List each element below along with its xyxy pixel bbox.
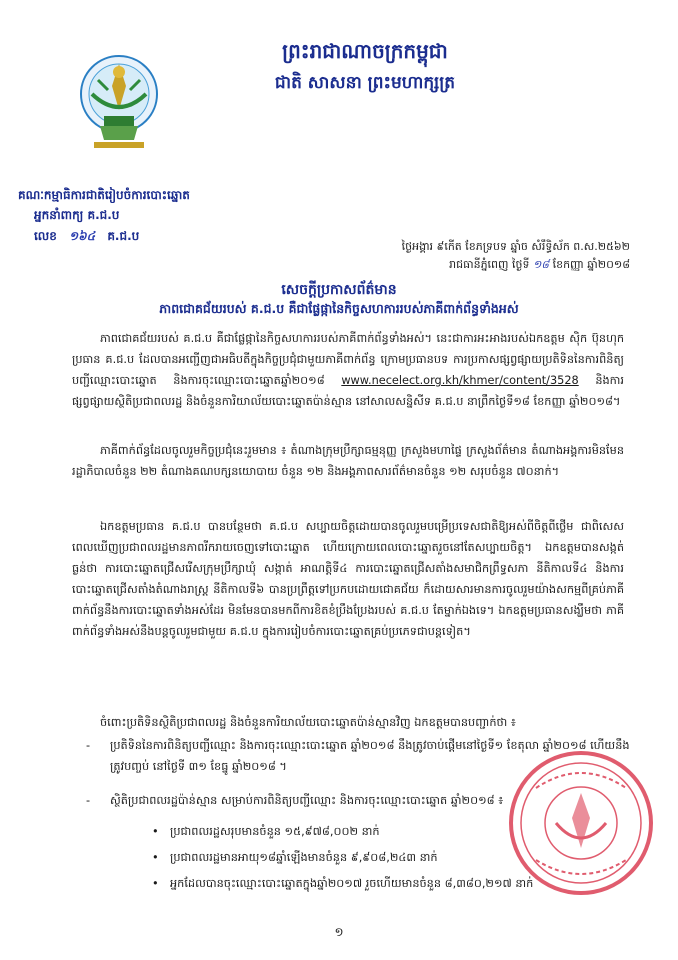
bullet-total-population: • ប្រជាពលរដ្ឋសរុបមានចំនួន ១៥,៩៧៨,០០២ នាក់ xyxy=(170,822,630,842)
reference-suffix: គ.ជ.ប xyxy=(107,229,140,243)
reference-number xyxy=(34,228,139,246)
bullet-registered-voters: • អ្នកដែលបានចុះឈ្មោះបោះឆ្នោតក្នុងឆ្នាំ២០១៧ រួចហើយមានចំនួន ៨,៣៨០,២១៧ នាក់ xyxy=(170,874,630,894)
issue-date xyxy=(449,258,630,274)
issue-date-day: ១៨ xyxy=(532,258,550,271)
list-item-statistics: - ស្ថិតិប្រជាពលរដ្ឋប៉ាន់ស្មាន សម្រាប់ការពិនិត្យបញ្ជីឈ្មោះ និងការចុះឈ្មោះបោះឆ្នោត ឆ្នាំ២០១៨ ៖ xyxy=(110,790,630,811)
national-header xyxy=(200,36,530,96)
paragraph-1-end: និងការផ្សព្វផ្សាយស្ថិតិប្រជាពលរដ្ឋ និងចំនួនការិយាល័យបោះឆ្នោតប៉ាន់ស្មាន នៅសាលសន្និសីទ គ.ជ.ប នាព្រឹកថ្ងៃទី១៨ ខែកញ្ញា ឆ្នាំ២០១៨។ xyxy=(72,374,625,408)
nec-emblem-logo xyxy=(78,50,160,170)
issue-date-prefix: រាជធានីភ្នំពេញ ថ្ងៃទី xyxy=(449,258,530,271)
paragraph-4: ចំពោះប្រតិទិនស្ថិតិប្រជាពលរដ្ឋ និងចំនួនការិយាល័យបោះឆ្នោតប៉ាន់ស្មានវិញ ឯកឧត្តមបានបញ្ជាក់ថា ៖ xyxy=(100,716,516,729)
official-seal-stamp xyxy=(506,748,656,898)
bullet-eligible-population: • ប្រជាពលរដ្ឋមានអាយុ១៨ឆ្នាំឡើងមានចំនួន ៩,៩០៨,២៤៣ នាក់ xyxy=(170,848,630,868)
paragraph-3: ឯកឧត្តមប្រធាន គ.ជ.ប បានបន្ថែមថា គ.ជ.ប សប្បាយចិត្តដោយបានចូលរួមបម្រើប្រទេសជាតិឱ្យអស់ពីចិត្តពីថ្លើម ជាពិសេសពេលឃើញប្រជាពលរដ្ឋមានភាពរីករាយចេញទៅបោះឆ្នោត ហើយក្រោយពេលបោះឆ្នោតរួចនៅតែសប្បាយចិត្ត។ ឯកឧត្តមបានសង្កត់ធ្ងន់ថា ការបោះឆ្នោតជ្រើសរើសក្រុមប្រឹក្សាឃុំ សង្កាត់ អាណត្តិទី៤ ការបោះឆ្នោតជ្រើសតាំងសមាជិកព្រឹទ្ធសភា នីតិកាលទី៤ និងការបោះឆ្នោតជ្រើសតាំងតំណាងរាស្ត្រ នីតិកាលទី៦ បានប្រព្រឹត្តទៅប្រកបដោយជោគជ័យ ក៏ដោយសារមានការចូលរួមយ៉ាងសកម្មពីគ្រប់ភាគីពាក់ព័ន្ធនឹងការបោះឆ្នោតទាំងអស់ដែរ មិនមែនបានមកពីការខិតខំប្រឹងប្រែងរបស់ គ.ជ.ប តែម្នាក់ឯងទេ។ ឯកឧត្តមប្រធានសង្ឃឹមថា ភាគីពាក់ព័ន្ធទាំងអស់នឹងបន្តចូលរួមជាមួយ គ.ជ.ប ក្នុងការរៀបចំការបោះឆ្នោតគ្រប់ប្រភេទជាបន្តទៀត។ xyxy=(72,520,624,638)
page-number: ១ xyxy=(334,925,344,939)
issue-date-month: ខែកញ្ញា ឆ្នាំ២០១៨ xyxy=(552,258,630,271)
national-motto: ជាតិ សាសនា ព្រះមហាក្សត្រ xyxy=(274,73,456,93)
document-subtitle: ភាពជោគជ័យរបស់ គ.ជ.ប គឺជាផ្លែផ្កានៃកិច្ចសហការរបស់ភាគីពាក់ព័ន្ធទាំងអស់ xyxy=(159,301,519,316)
list-item-calendar: - ប្រតិទិននៃការពិនិត្យបញ្ជីឈ្មោះ និងការចុះឈ្មោះបោះឆ្នោត ឆ្នាំ២០១៨ នឹងត្រូវចាប់ផ្តើមនៅថ្ងៃទី១ ខែតុលា ឆ្នាំ២០១៨ ហើយនឹងត្រូវបញ្ចប់ នៅថ្ងៃទី ៣១ ខែធ្នូ ឆ្នាំ២០១៨ ។ xyxy=(110,735,630,777)
reference-label: លេខ xyxy=(34,229,57,243)
document-title: សេចក្ដីប្រកាសព័ត៌មាន xyxy=(281,282,397,298)
department-name: អ្នកនាំពាក្យ គ.ជ.ប xyxy=(34,208,120,222)
paragraph-1-text: ភាពជោគជ័យរបស់ គ.ជ.ប គឺជាផ្លែផ្កានៃកិច្ចសហការរបស់ភាគីពាក់ព័ន្ធទាំងអស់។ នេះជាការអះអាងរបស់ឯកឧត្តម ស៊ិក ប៊ុនហុក ប្រធាន គ.ជ.ប ដែលបានអញ្ជើញជាអធិបតីក្នុងកិច្ចប្រជុំជាមួយភាគីពាក់ព័ន្ធ ក្រោមប្រធានបទ ការប្រកាសផ្សព្វផ្សាយប្រតិទិននៃការពិនិត្យបញ្ជីឈ្មោះបោះឆ្នោត និងការចុះឈ្មោះបោះឆ្នោតឆ្នាំ២០១៨ xyxy=(72,332,624,387)
content-link[interactable]: www.necelect.org.kh/khmer/content/3528 xyxy=(341,374,579,387)
paragraph-2: ភាគីពាក់ព័ន្ធដែលចូលរួមកិច្ចប្រជុំនេះរួមមាន ៖ តំណាងក្រុមប្រឹក្សាធម្មនុញ្ញ ក្រសួងមហាផ្ទៃ ក្រសួងព័ត៌មាន តំណាងអង្គការមិនមែនរដ្ឋាភិបាលចំនួន ២២ តំណាងគណបក្សនយោបាយ ចំនួន ១២ និងអង្គភាពសារព័ត៌មានចំនួន ១២ សរុបចំនួន ៧០នាក់។ xyxy=(72,444,624,478)
kingdom-title: ព្រះរាជាណាចក្រកម្ពុជា xyxy=(282,39,448,63)
paragraph-1 xyxy=(72,328,624,412)
lunar-date: ថ្ងៃអង្គារ ៩កើត ខែភទ្របទ ឆ្នាំច សំរឹទ្ធិស័ក ព.ស.២៥៦២ xyxy=(401,240,630,253)
organization-name: គណៈកម្មាធិការជាតិរៀបចំការបោះឆ្នោត xyxy=(18,188,190,202)
reference-value: ១៦៤ xyxy=(69,229,96,243)
